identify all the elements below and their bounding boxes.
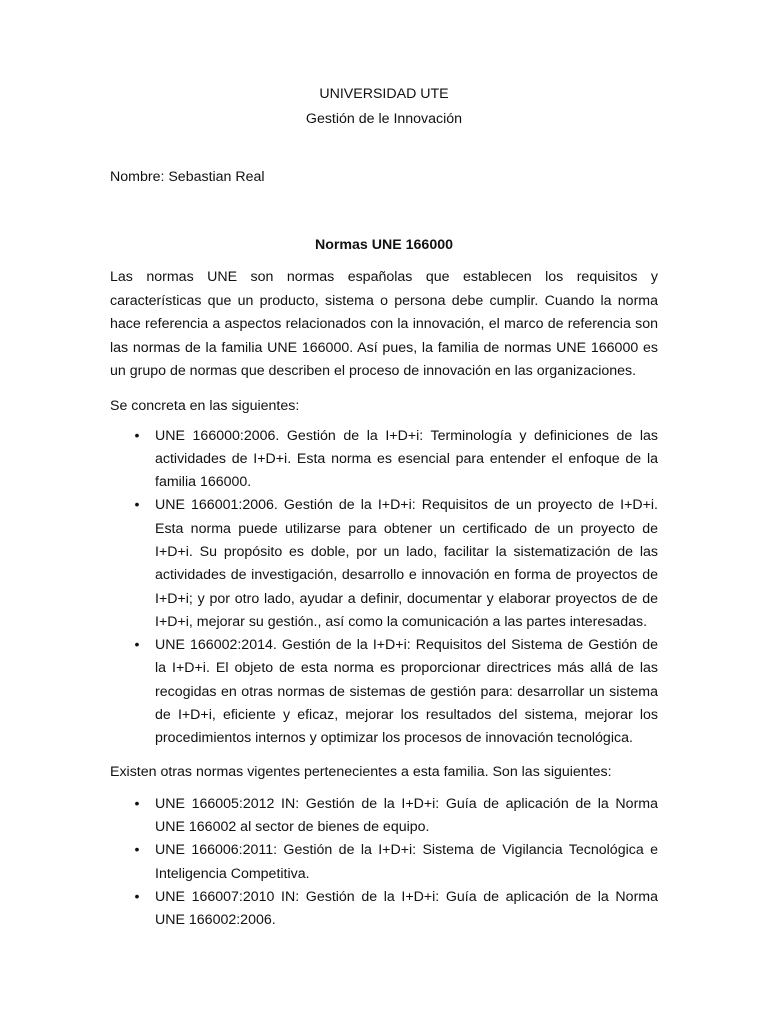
bullet-icon: •: [134, 497, 140, 514]
intro-paragraph: Las normas UNE son normas españolas que establecen los requisitos y características que un producto, sistema o persona debe cumplir. Cuando la norma hace referencia a aspectos relacionados con la innovación, el marco de referencia son las normas de la familia UNE 166000. Así pues, la familia de normas UNE 166000 es un grupo de normas que describen el proceso de innovación en las organizaciones.: [110, 269, 658, 379]
list-item: [110, 839, 658, 886]
bullet-icon: •: [134, 637, 140, 654]
list-item: [110, 886, 658, 933]
bullet-icon: •: [134, 888, 140, 905]
list-intro: Se concreta en las siguientes:: [110, 397, 300, 414]
bullet-icon: •: [134, 842, 140, 859]
list-item-text: UNE 166001:2006. Gestión de la I+D+i: Requisitos de un proyecto de I+D+i. Esta norma puede utilizarse para obtener un certificado de un proyecto de I+D+i. Su propósito es doble, por un lado, facilitar la sistematización de las actividades de investigación, desarrollo e innovación en forma de proyectos de I+D+i; y por otro lado, ayudar a definir, documentar y elaborar proyectos de de I+D+i, mejorar su gestión., así como la comunicación a las partes interesadas.: [155, 497, 658, 630]
list-item: [110, 494, 658, 634]
university-title: UNIVERSIDAD UTE: [319, 86, 449, 102]
student-name: Nombre: Sebastian Real: [110, 169, 265, 185]
bullet-icon: •: [134, 795, 140, 812]
norms-list: [110, 425, 658, 751]
course-title: Gestión de le Innovación: [305, 111, 463, 127]
list-item-text: UNE 166000:2006. Gestión de la I+D+i: Terminología y definiciones de las actividades de I+D+i. Esta norma es esencial para entender el enfoque de la familia 166000.: [155, 427, 658, 491]
other-norms-list: [110, 793, 658, 933]
list-item-text: UNE 166002:2014. Gestión de la I+D+i: Requisitos del Sistema de Gestión de la I+D+i. El objeto de esta norma es proporcionar directrices más allá de las recogidas en otras normas de sistemas de gestión para: desarrollar un sistema de I+D+i, eficiente y eficaz, mejorar los resultados del sistema, mejorar los procedimientos internos y optimizar los procesos de innovación tecnológica.: [155, 637, 658, 747]
list-item: [110, 634, 658, 750]
section-heading: Normas UNE 166000: [314, 237, 453, 253]
list-item-text: UNE 166005:2012 IN: Gestión de la I+D+i: Guía de aplicación de la Norma UNE 166002 al sector de bienes de equipo.: [155, 795, 658, 835]
list-item: [110, 425, 658, 495]
list-item-text: UNE 166007:2010 IN: Gestión de la I+D+i: Guía de aplicación de la Norma UNE 166002:2006.: [155, 888, 658, 929]
list-item: [110, 793, 658, 840]
bullet-icon: •: [134, 427, 140, 444]
document-page: [110, 80, 658, 932]
list-item-text: UNE 166006:2011: Gestión de la I+D+i: Sistema de Vigilancia Tecnológica e Inteligencia Competitiva.: [155, 842, 658, 882]
others-intro: Existen otras normas vigentes pertenecientes a esta familia. Son las siguientes:: [110, 763, 612, 780]
